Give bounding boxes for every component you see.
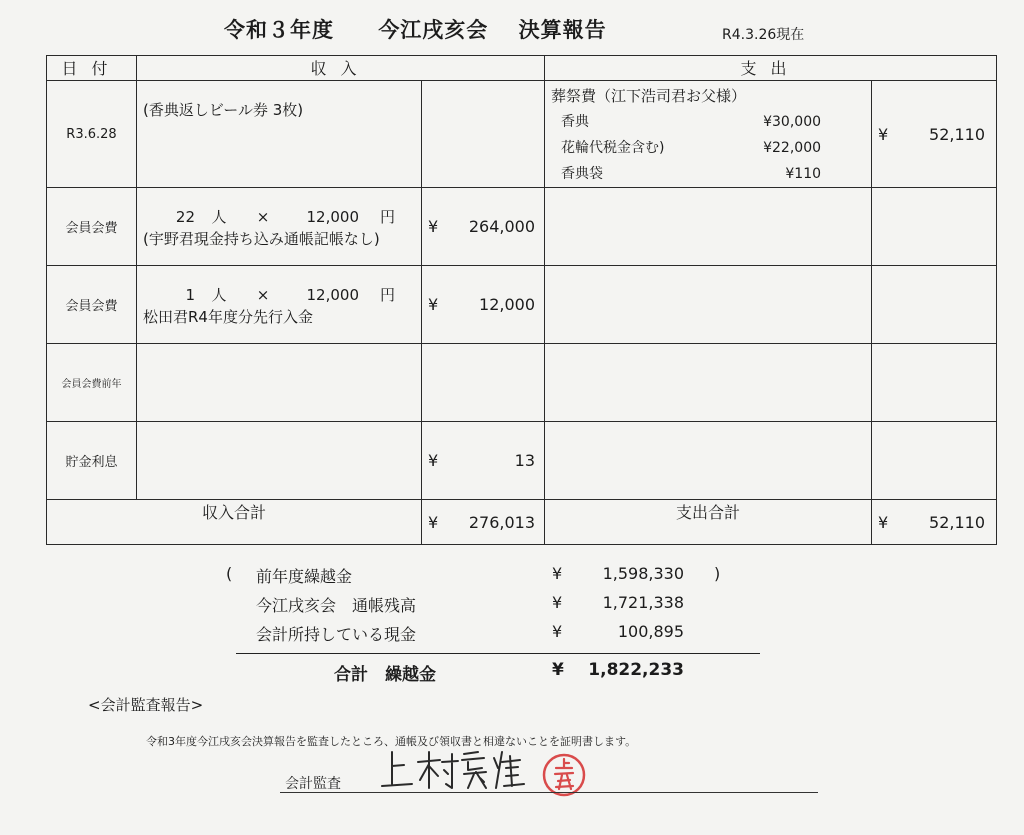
expense-title: 葬祭費（江下浩司君お父様） bbox=[551, 87, 747, 105]
yen-sign: ¥ bbox=[552, 622, 563, 641]
ledger-header-row bbox=[47, 56, 997, 81]
expense-detail-empty bbox=[545, 188, 872, 266]
title-organization: 今江戌亥会 bbox=[378, 18, 489, 42]
expense-detail-empty bbox=[545, 266, 872, 344]
row-date: R3.6.28 bbox=[47, 81, 137, 188]
summary-divider bbox=[236, 653, 760, 654]
expense-amount-value: 52,110 bbox=[929, 124, 986, 144]
expense-amount-empty bbox=[872, 344, 997, 422]
summary-label: 前年度繰越金 bbox=[256, 567, 353, 586]
expense-amount bbox=[872, 81, 997, 188]
expense-item-label: 香典 bbox=[561, 114, 590, 130]
expense-detail-empty bbox=[545, 344, 872, 422]
title-fiscal-year: 令和３年度 bbox=[224, 18, 334, 42]
totals-row bbox=[47, 500, 997, 545]
income-note: 松田君R4年度分先行入金 bbox=[143, 308, 313, 326]
expense-total bbox=[872, 500, 997, 545]
expense-item-value: ¥30,000 bbox=[763, 114, 822, 130]
table-row bbox=[47, 422, 997, 500]
income-amount-value: 13 bbox=[514, 451, 535, 470]
auditor-label: 会計監査 bbox=[285, 776, 341, 792]
table-row bbox=[47, 344, 997, 422]
open-paren: ( bbox=[226, 564, 233, 583]
yen-sign: ¥ bbox=[552, 564, 563, 583]
expense-amount-empty bbox=[872, 422, 997, 500]
quantity-unit: 人 bbox=[211, 286, 227, 304]
grand-total-label: 合計 繰越金 bbox=[334, 665, 436, 685]
expense-item bbox=[551, 135, 865, 161]
table-row bbox=[47, 188, 997, 266]
summary-label: 今江戌亥会 通帳残高 bbox=[256, 596, 417, 615]
income-description-empty bbox=[137, 344, 422, 422]
yen-sign: ¥ bbox=[878, 124, 889, 144]
expense-item-value: ¥110 bbox=[785, 166, 822, 182]
row-date: 会員会費前年 bbox=[47, 344, 137, 422]
income-amount-empty bbox=[422, 344, 545, 422]
auditor-signature bbox=[378, 748, 528, 792]
income-description bbox=[137, 266, 422, 344]
yen-sign: ¥ bbox=[428, 295, 439, 314]
currency-unit: 円 bbox=[379, 208, 395, 226]
income-quantity bbox=[143, 206, 415, 228]
summary-value: 1,598,330 bbox=[602, 564, 684, 583]
summary-label: 会計所持している現金 bbox=[256, 625, 417, 644]
quantity-count: 22 bbox=[175, 208, 195, 226]
income-amount bbox=[422, 188, 545, 266]
audit-statement: 令和3年度今江戌亥会決算報告を監査したところ、通帳及び領収書と相違ないことを証明書します。 bbox=[146, 735, 637, 748]
header-income: 収入 bbox=[137, 56, 545, 81]
header-expense: 支出 bbox=[545, 56, 997, 81]
signature-line bbox=[280, 792, 818, 793]
income-amount-value: 264,000 bbox=[468, 217, 535, 236]
summary-row bbox=[222, 622, 762, 651]
quantity-count: 1 bbox=[185, 286, 195, 304]
unit-price: 12,000 bbox=[306, 286, 359, 304]
grand-total-row bbox=[222, 660, 762, 690]
income-amount-value: 12,000 bbox=[479, 295, 535, 314]
yen-sign: ¥ bbox=[428, 217, 439, 236]
expense-detail-empty bbox=[545, 422, 872, 500]
row-date: 会員会費 bbox=[47, 188, 137, 266]
yen-sign: ¥ bbox=[878, 512, 889, 532]
yen-sign: ¥ bbox=[552, 593, 563, 612]
income-description: (香典返しビール券 3枚) bbox=[137, 81, 422, 188]
row-date: 貯金利息 bbox=[47, 422, 137, 500]
balance-summary bbox=[222, 564, 762, 651]
income-total-label: 収入合計 bbox=[47, 500, 422, 545]
summary-value: 100,895 bbox=[617, 622, 684, 641]
as-of-date: R4.3.26現在 bbox=[722, 27, 805, 43]
yen-sign: ¥ bbox=[428, 451, 439, 470]
table-row bbox=[47, 266, 997, 344]
income-amount bbox=[422, 422, 545, 500]
close-paren: ) bbox=[714, 564, 721, 583]
income-amount bbox=[422, 266, 545, 344]
grand-total-value: 1,822,233 bbox=[588, 660, 684, 680]
income-note: (宇野君現金持ち込み通帳記帳なし) bbox=[143, 230, 380, 248]
summary-row bbox=[222, 564, 762, 593]
expense-total-label: 支出合計 bbox=[545, 500, 872, 545]
yen-sign: ¥ bbox=[552, 660, 564, 680]
unit-price: 12,000 bbox=[306, 208, 359, 226]
ledger-table bbox=[46, 55, 997, 545]
income-description-empty bbox=[137, 422, 422, 500]
expense-detail bbox=[545, 81, 872, 188]
header-date: 日付 bbox=[47, 56, 137, 81]
currency-unit: 円 bbox=[379, 286, 395, 304]
expense-item-label: 香典袋 bbox=[561, 166, 604, 182]
summary-row bbox=[222, 593, 762, 622]
expense-item-label: 花輪代税金含む) bbox=[561, 140, 665, 156]
expense-total-value: 52,110 bbox=[929, 512, 986, 532]
multiply-sign: × bbox=[256, 208, 270, 226]
expense-item-value: ¥22,000 bbox=[763, 140, 822, 156]
income-amount-empty bbox=[422, 81, 545, 188]
expense-amount-empty bbox=[872, 188, 997, 266]
expense-amount-empty bbox=[872, 266, 997, 344]
row-date: 会員会費 bbox=[47, 266, 137, 344]
income-total bbox=[422, 500, 545, 545]
income-total-value: 276,013 bbox=[468, 512, 535, 532]
yen-sign: ¥ bbox=[428, 512, 439, 532]
expense-item bbox=[551, 161, 865, 187]
report-title bbox=[224, 14, 607, 44]
title-report-name: 決算報告 bbox=[518, 18, 607, 42]
multiply-sign: × bbox=[256, 286, 270, 304]
quantity-unit: 人 bbox=[211, 208, 227, 226]
audit-heading: <会計監査報告> bbox=[88, 696, 204, 714]
income-quantity bbox=[143, 284, 415, 306]
table-row bbox=[47, 81, 997, 188]
income-description bbox=[137, 188, 422, 266]
summary-value: 1,721,338 bbox=[602, 593, 684, 612]
expense-item bbox=[551, 109, 865, 135]
